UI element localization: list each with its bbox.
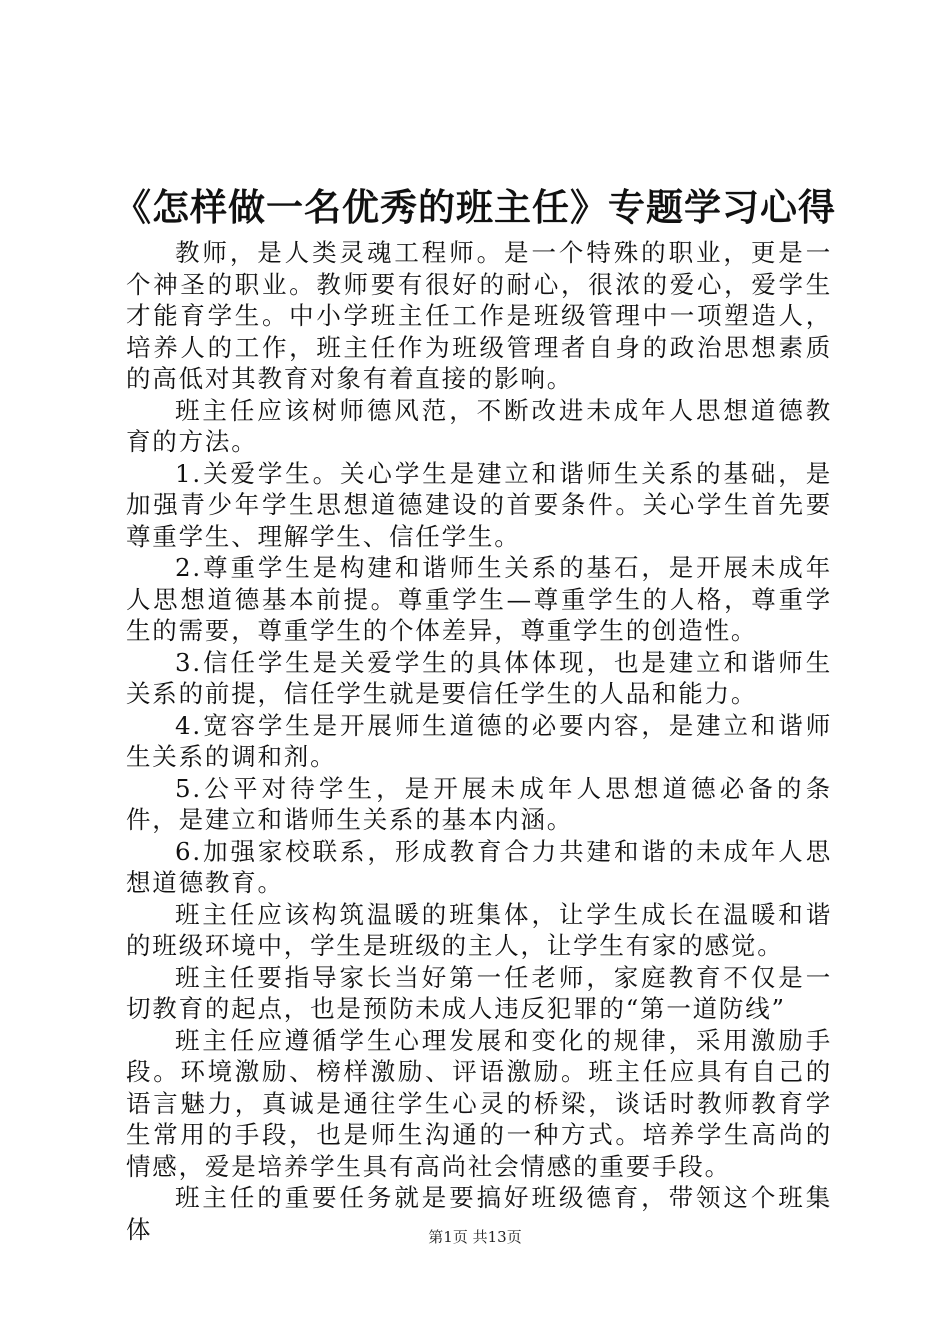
list-item: 3.信任学生是关爱学生的具体体现，也是建立和谐师生关系的前提，信任学生就是要信任学生的人品和能力。 [126, 647, 832, 708]
list-item: 1.关爱学生。关心学生是建立和谐师生关系的基础，是加强青少年学生思想道德建设的首要条件。关心学生首先要尊重学生、理解学生、信任学生。 [126, 458, 832, 551]
paragraph: 班主任应该构筑温暖的班集体，让学生成长在温暖和谐的班级环境中，学生是班级的主人，让学生有家的感觉。 [126, 899, 832, 960]
list-item: 5.公平对待学生，是开展未成年人思想道德必备的条件，是建立和谐师生关系的基本内涵。 [126, 773, 832, 834]
paragraph: 教师，是人类灵魂工程师。是一个特殊的职业，更是一个神圣的职业。教师要有很好的耐心，很浓的爱心，爱学生才能育学生。中小学班主任工作是班级管理中一项塑造人，培养人的工作，班主任作为班级管理者自身的政治思想素质的高低对其教育对象有着直接的影响。 [126, 238, 832, 393]
list-item: 4.宽容学生是开展师生道德的必要内容，是建立和谐师生关系的调和剂。 [126, 710, 832, 771]
list-item: 6.加强家校联系，形成教育合力共建和谐的未成年人思想道德教育。 [126, 836, 832, 897]
paragraph: 班主任的重要任务就是要搞好班级德育，带领这个班集体 [126, 1183, 832, 1244]
document-title: 《怎样做一名优秀的班主任》专题学习心得 [114, 186, 836, 229]
list-item: 2.尊重学生是构建和谐师生关系的基石，是开展未成年人思想道德基本前提。尊重学生—尊重学生的人格，尊重学生的需要，尊重学生的个体差异，尊重学生的创造性。 [126, 553, 832, 645]
paragraph: 班主任应遵循学生心理发展和变化的规律，采用激励手段。环境激励、榜样激励、评语激励。班主任应具有自己的语言魅力，真诚是通往学生心灵的桥梁，谈话时教师教育学生常用的手段，也是师生沟通的一种方式。培养学生高尚的情感，爱是培养学生具有高尚社会情感的重要手段。 [126, 1025, 832, 1181]
page-number-footer: 第1页 共13页 [428, 1228, 522, 1246]
paragraph: 班主任要指导家长当好第一任老师，家庭教育不仅是一切教育的起点，也是预防未成人违反犯罪的“第一道防线” [126, 962, 832, 1023]
paragraph: 班主任应该树师德风范，不断改进未成年人思想道德教育的方法。 [126, 395, 832, 456]
document-body [126, 237, 832, 1245]
